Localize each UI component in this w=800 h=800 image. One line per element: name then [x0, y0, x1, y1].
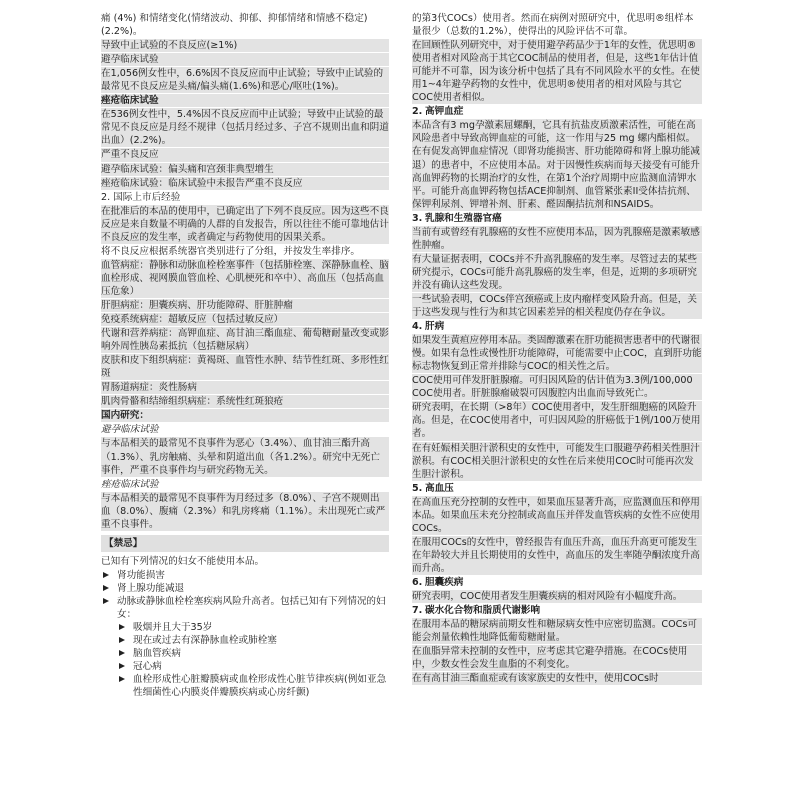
- section-number: 3.: [412, 212, 423, 224]
- paragraph: 免疫系统病症：超敏反应（包括过敏反应）: [101, 313, 389, 326]
- list-item: [117, 621, 389, 634]
- section-title: 胆囊疾病: [425, 576, 464, 588]
- triangle-bullet-icon: [119, 650, 125, 656]
- contraindications-sublist: [117, 621, 389, 699]
- section-number: 4.: [412, 321, 423, 333]
- paragraph: 本品含有3 mg孕激素屈螺酮，它具有抗盐皮质激素活性，可能在高风险患者中导致高钾血症的可能，这一作用与25 mg 螺内酯相似。在有促发高钾血症情况（即肾功能损害、肝功能障碍和肾上腺功能减退）的患者中，不应使用本品。对于因慢性疾病而每天接受有可能升高血钾药物的长期治疗的女性，在第1个治疗周期中应监测血清钾水平。可能升高血钾药物包括ACE抑制剂、血管紧张素II受体拮抗剂、保钾利尿剂、钾增补剂、肝素、醛固酮拮抗剂和NSAIDS。: [412, 119, 702, 210]
- section-heading: [412, 320, 702, 333]
- list-item-text: 吸烟并且大于35岁: [133, 622, 213, 634]
- paragraph: 在批准后的本品的使用中，已确定出了下列不良反应。因为这些不良反应是来自数量不明确的人群的自发报告，所以往往不能可靠地估计不良反应的发生率，或者确定与药物使用的因果关系。: [101, 205, 389, 243]
- paragraph: 避孕临床试验: [101, 53, 389, 66]
- paragraph: 有大量证据表明，COCs并不升高乳腺癌的发生率。尽管过去的某些研究提示，COCs可能升高乳腺癌的发生率，但是，近期的多项研究并没有确认这些发现。: [412, 253, 702, 292]
- paragraph: 痤疮临床试验: [101, 478, 159, 490]
- paragraph: 研究表明，COC使用者发生胆囊疾病的相对风险有小幅度升高。: [412, 590, 702, 603]
- section-number: 5.: [412, 482, 423, 494]
- section-heading: [412, 604, 702, 617]
- contraindications-list: [101, 569, 389, 699]
- paragraph: 一些试验表明，COCs伴宫颈癌或上皮内瘤样变风险升高。但是，关于这些发现与性行为和其它因素差异的相关程度仍存在争议。: [412, 293, 702, 319]
- paragraph: 皮肤和皮下组织病症：黄褐斑、血管性水肿、结节性红斑、多形性红斑: [101, 355, 389, 380]
- paragraph: 严重不良反应: [101, 148, 389, 161]
- paragraph: 将不良反应根据系统器官类别进行了分组，并按发生率排序。: [101, 245, 361, 257]
- contraindications-intro: 已知有下列情况的妇女不能使用本品。: [101, 555, 265, 567]
- list-item-text: 冠心病: [133, 661, 162, 673]
- triangle-bullet-icon: [119, 637, 125, 643]
- list-item: [101, 582, 389, 595]
- list-item-text: 血栓形成性心脏瓣膜病或血栓形成性心脏节律疾病(例如亚急性细菌性心内膜炎伴瓣膜疾病或心房纤颤): [133, 674, 387, 699]
- paragraph: 如果发生黄疸应停用本品。类固醇激素在肝功能损害患者中的代谢很慢。如果有急性或慢性肝功能障碍，可能需要中止COC，直到肝功能标志物恢复到正常并排除与COC的相关性之后。: [412, 335, 702, 373]
- paragraph: 研究表明，在长期（>8年）COC使用者中，发生肝细胞癌的风险升高。但是，在COC使用者中，可归因风险的肝癌低于1例/100万使用者。: [412, 402, 701, 440]
- section-title: 高钾血症: [425, 106, 464, 118]
- left-column: [101, 12, 389, 699]
- paragraph: 痤疮临床试验: [101, 94, 389, 107]
- paragraph: 在有高甘油三酯血症或有该家族史的女性中，使用COCs时: [412, 672, 702, 685]
- list-item: [117, 634, 389, 647]
- list-item: [117, 673, 389, 699]
- triangle-bullet-icon: [103, 598, 109, 604]
- paragraph: 避孕临床试验: [101, 424, 159, 436]
- section-number: 7.: [412, 605, 423, 617]
- list-item-text: 肾上腺功能减退: [117, 582, 185, 594]
- paragraph: 的第3代COCs）使用者。然而在病例对照研究中，优思明®组样本量很少（总数的1.2%），使得出的风险评估不可靠。: [412, 13, 694, 38]
- paragraph: 在高血压充分控制的女性中，如果血压显著升高，应监测血压和停用本品。如果血压未充分控制或高血压并伴发血管疾病的女性不应使用COCs。: [412, 496, 702, 535]
- triangle-bullet-icon: [119, 624, 125, 630]
- paragraph: 避孕临床试验：偏头痛和宫颈非典型增生: [101, 163, 389, 176]
- section-heading: [412, 105, 702, 118]
- contraindications-heading: 【禁忌】: [101, 535, 389, 552]
- list-item-text: 现在或过去有深静脉血栓或肺栓塞: [133, 635, 277, 647]
- section-heading: [412, 212, 702, 225]
- paragraph: 肌肉骨骼和结缔组织病症：系统性红斑狼疮: [101, 395, 389, 408]
- right-column: [412, 12, 702, 686]
- paragraph: 在回顾性队列研究中，对于使用避孕药品少于1年的女性，优思明®使用者相对风险高于其它COC制品的使用者，但是，这些1年估计值可能并不可靠，因为该分析中包括了具有不同风险水平的女性。在使用1~4年避孕药物的女性中，优思明®使用者的相对风险与其它COC使用者相似。: [412, 39, 702, 104]
- paragraph: 在服用COCs的女性中，曾经报告有血压升高，血压升高更可能发生在年龄较大并且长期使用的女性中，高血压的发生率随孕酮浓度升高而升高。: [412, 536, 702, 575]
- triangle-bullet-icon: [119, 663, 125, 669]
- paragraph: 国内研究：: [101, 409, 389, 422]
- paragraph: 在血脂异常未控制的女性中，应考虑其它避孕措施。在COCs使用中，少数女性会发生血脂的不利变化。: [412, 645, 702, 671]
- section-title: 肝病: [425, 321, 445, 333]
- paragraph: 血管病症：静脉和动脉血栓栓塞事件（包括肺栓塞、深静脉血栓、脑血栓形成、视网膜血管血栓、心肌梗死和卒中）、高血压（包括高血压危象）: [101, 259, 389, 297]
- paragraph: 在有妊娠相关胆汁淤积史的女性中，可能发生口服避孕药相关性胆汁淤积。有COC相关胆汁淤积史的女性在后来使用COC时可能再次发生胆汁淤积。: [412, 442, 702, 481]
- paragraph: 痤疮临床试验：临床试验中未报告严重不良反应: [101, 177, 389, 190]
- list-item: [101, 595, 389, 699]
- list-item: [117, 647, 389, 660]
- section-title: 乳腺和生殖器官癌: [425, 212, 502, 224]
- paragraph: 在536例女性中，5.4%因不良反应而中止试验；导致中止试验的最常见不良反应是月经不规律（包括月经过多、子宫不规则出血和阴道出血）(2.2%)。: [101, 109, 389, 147]
- section-heading: [412, 576, 702, 589]
- section-title: 碳水化合物和脂质代谢影响: [425, 605, 541, 617]
- triangle-bullet-icon: [103, 585, 109, 591]
- triangle-bullet-icon: [119, 676, 125, 682]
- paragraph: 导致中止试验的不良反应(≥1%): [101, 39, 389, 52]
- triangle-bullet-icon: [103, 572, 109, 578]
- section-number: 6.: [412, 576, 423, 588]
- list-item: [117, 660, 389, 673]
- list-item-text: 肾功能损害: [117, 569, 165, 581]
- section-title: 高血压: [425, 482, 454, 494]
- section-heading: [412, 482, 702, 495]
- list-item-text: 动脉或静脉血栓栓塞疾病风险升高者。包括已知有下列情况的妇女：: [117, 595, 386, 621]
- paragraph: 胃肠道病症：炎性肠病: [101, 381, 389, 394]
- paragraph: 在服用本品的糖尿病前期女性和糖尿病女性中应密切监测。COCs可能会剂量依赖性地降低葡萄糖耐量。: [412, 618, 702, 644]
- paragraph: 代谢和营养病症：高钾血症、高甘油三酯血症、葡萄糖耐量改变或影响外周性胰岛素抵抗（包括糖尿病）: [101, 328, 389, 353]
- paragraph: 痛 (4%) 和情绪变化(情绪波动、抑郁、抑郁情绪和情感不稳定)(2.2%)。: [101, 13, 368, 38]
- paragraph: 与本品相关的最常见不良事件为月经过多（8.0%）、子宫不规则出血（8.0%）、腹痛（2.3%）和乳房疼痛（1.1%）。未出现死亡或严重不良事件。: [101, 492, 389, 531]
- paragraph: 肝胆病症：胆囊疾病、肝功能障碍、肝脏肿瘤: [101, 299, 389, 312]
- list-item: [101, 569, 389, 582]
- paragraph: COC使用可伴发肝脏腺瘤。可归因风险的估计值为3.3例/100,000 COC使用者。肝脏腺瘤破裂可因腹腔内出血而导致死亡。: [412, 374, 702, 400]
- list-item-text: 脑血管疾病: [133, 648, 181, 660]
- paragraph: 与本品相关的最常见不良事件为恶心（3.4%）、血甘油三酯升高（1.3%）、乳房触痛、头晕和阴道出血（各1.2%）。研究中无死亡事件，严重不良事件均与研究药物无关。: [101, 437, 389, 476]
- paragraph: 在1,056例女性中，6.6%因不良反应而中止试验；导致中止试验的最常见不良反应是头痛/偏头痛(1.6%)和恶心/呕吐(1%)。: [101, 67, 389, 93]
- paragraph: 当前有或曾经有乳腺癌的女性不应使用本品，因为乳腺癌是激素敏感性肿瘤。: [412, 226, 702, 252]
- section-number: 2.: [412, 106, 423, 118]
- paragraph: 2. 国际上市后经验: [101, 191, 181, 203]
